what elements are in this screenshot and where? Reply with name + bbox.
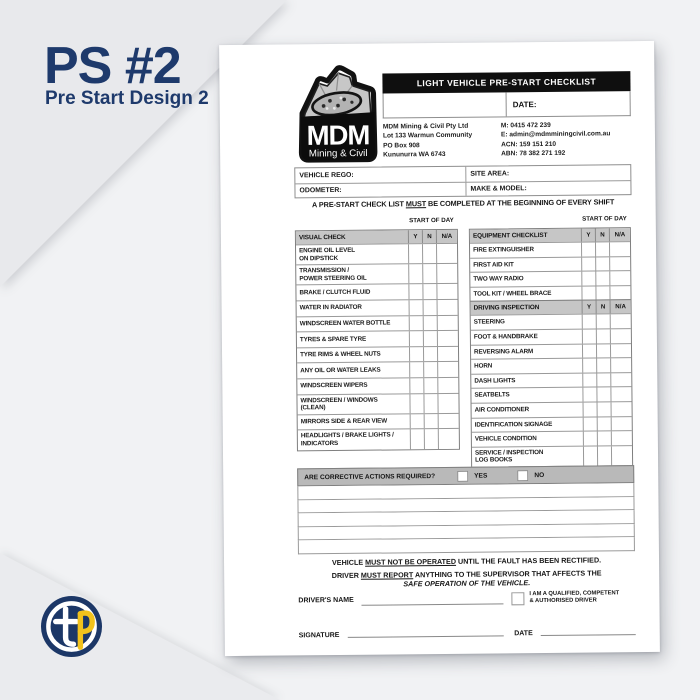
driver-name-row [298, 590, 635, 607]
checklist-item-label: TYRE RIMS & WHEEL NUTS [300, 350, 381, 359]
check-cell-na[interactable] [610, 344, 631, 358]
checklist-item-label: BRAKE / CLUTCH FLUID [299, 288, 371, 297]
check-cell-y[interactable] [582, 315, 596, 329]
blank-field[interactable] [384, 92, 506, 117]
checklist-item-label: TRANSMISSION / POWER STEERING OIL [299, 267, 367, 283]
check-cell-na[interactable] [611, 431, 632, 445]
check-cell-n[interactable] [422, 244, 436, 263]
checklist-row [471, 328, 631, 344]
check-cell-y[interactable] [409, 363, 423, 378]
company-address-line: Lot 133 Warmun Community [382, 132, 473, 140]
check-cell-na[interactable] [610, 358, 631, 372]
checklist-row [296, 243, 457, 265]
checklist-item-label: SERVICE / INSPECTION LOG BOOKS [474, 448, 544, 464]
checklist-item-label: HORN [474, 362, 493, 370]
checklist-item-label: REVERSING ALARM [473, 347, 534, 356]
checklist-item-label: WINDSCREEN WATER BOTTLE [299, 319, 391, 328]
checklist-row [297, 392, 458, 414]
driver-name-label: DRIVER'S NAME [298, 596, 354, 604]
mdm-logo-text: MDM [306, 119, 370, 151]
check-cell-na[interactable] [609, 271, 630, 285]
check-cell-na[interactable] [610, 315, 631, 329]
check-cell-y[interactable] [409, 331, 423, 346]
check-cell-na[interactable] [437, 331, 458, 346]
check-cell-n[interactable] [424, 429, 438, 448]
check-cell-y[interactable] [409, 378, 423, 393]
check-cell-y[interactable] [583, 432, 597, 446]
warning-statements: VEHICLE MUST NOT BE OPERATED UNTIL THE FAULT HAS BEEN RECTIFIED. DRIVER MUST REPORT ANYTHING TO THE SUPERVISOR THAT AFFECTS THE SAFE OPERATION OF THE VEHICLE. [331, 555, 602, 589]
checklist-row [296, 263, 457, 285]
signature-label: SIGNATURE [298, 631, 340, 640]
start-of-day-label-left: START OF DAY [409, 216, 454, 225]
design-title: PS #2 [44, 37, 181, 95]
checklist-item-label: VEHICLE CONDITION [474, 435, 537, 443]
date-row [383, 91, 631, 118]
check-cell-na[interactable] [438, 429, 459, 448]
qualified-driver-checkbox[interactable] [511, 592, 524, 605]
checklist-row [472, 430, 632, 446]
check-cell-n[interactable] [596, 329, 610, 343]
checklist-item-label: STEERING [473, 318, 505, 327]
date-field[interactable]: DATE: [506, 91, 630, 116]
check-cell-na[interactable] [436, 284, 457, 299]
checklist-row [471, 372, 631, 388]
check-cell-na[interactable] [438, 414, 459, 429]
check-cell-y[interactable] [409, 394, 423, 413]
design-subtitle: Pre Start Design 2 [45, 88, 209, 109]
check-cell-na[interactable] [437, 393, 458, 412]
check-cell-n[interactable] [423, 347, 437, 362]
company-details [383, 120, 635, 160]
check-cell-n[interactable] [595, 286, 609, 300]
prestart-statement: A PRE-START CHECK LIST MUST BE COMPLETED AT THE BEGINNING OF EVERY SHIFT [311, 197, 615, 210]
checklist-item-label: WINDSCREEN WIPERS [300, 382, 368, 390]
corrective-question: ARE CORRECTIVE ACTIONS REQUIRED? [304, 472, 436, 481]
check-cell-na[interactable] [610, 329, 631, 343]
corrective-writing-line[interactable] [298, 537, 635, 554]
check-cell-y[interactable] [410, 429, 424, 448]
check-cell-n[interactable] [596, 359, 610, 373]
checklist-row [297, 346, 458, 363]
company-contact-line: E: admin@mdmminingcivil.com.au [500, 130, 611, 139]
check-cell-na[interactable] [437, 362, 458, 377]
checklist-row [298, 413, 459, 430]
corrective-actions-section [297, 465, 635, 554]
checklist-item-label: FIRE EXTINGUISHER [473, 246, 534, 254]
check-cell-n[interactable] [597, 431, 611, 445]
check-cell-y[interactable] [581, 286, 595, 300]
checklist-item-label: MIRRORS SIDE & REAR VIEW [300, 417, 388, 426]
checklist-item-label: ENGINE OIL LEVEL ON DIPSTICK [299, 246, 356, 262]
mdm-mining-logo-icon [288, 62, 383, 167]
check-cell-n[interactable] [596, 388, 610, 402]
checklist-item-label: SEATBELTS [474, 391, 510, 400]
visual-check-table [295, 229, 460, 451]
company-contact-line: ACN: 159 151 210 [501, 140, 557, 149]
company-contact-line: ABN: 78 382 271 192 [501, 150, 566, 158]
check-cell-n[interactable] [597, 402, 611, 416]
check-cell-y[interactable] [581, 257, 595, 271]
checklist-row [297, 314, 458, 331]
check-cell-y[interactable] [582, 359, 596, 373]
checklist-row [471, 314, 631, 330]
check-cell-y[interactable] [583, 446, 597, 465]
check-cell-y[interactable] [409, 347, 423, 362]
checklist-item-label: HEADLIGHTS / BRAKE LIGHTS / INDICATORS [300, 431, 394, 448]
company-contact-line: M: 0415 472 239 [500, 121, 551, 130]
signature-line[interactable] [347, 625, 504, 638]
check-cell-n[interactable] [423, 394, 437, 413]
yes-checkbox[interactable] [457, 470, 468, 481]
visual-check-header: VISUAL CHECK Y N N/A [296, 230, 457, 245]
checklist-item-label: WATER IN RADIATOR [299, 304, 362, 312]
check-cell-y[interactable] [583, 402, 597, 416]
checklist-item-label: ANY OIL OR WATER LEAKS [300, 366, 381, 375]
check-cell-y[interactable] [581, 243, 595, 257]
check-cell-y[interactable] [581, 272, 595, 286]
check-cell-y[interactable] [409, 316, 423, 331]
check-cell-na[interactable] [609, 257, 630, 271]
check-cell-n[interactable] [423, 316, 437, 331]
check-cell-n[interactable] [424, 414, 438, 429]
check-cell-na[interactable] [436, 264, 457, 283]
checklist-row [296, 283, 457, 300]
checklist-item-label: FOOT & HANDBRAKE [473, 333, 538, 341]
check-cell-na[interactable] [611, 402, 632, 416]
checklist-item-label: TWO WAY RADIO [473, 275, 524, 283]
driver-name-line[interactable] [362, 593, 504, 605]
check-cell-na[interactable] [610, 388, 631, 402]
checklist-row [471, 343, 631, 359]
check-cell-n[interactable] [422, 264, 436, 283]
driving-inspection-header: DRIVING INSPECTION Y N N/A [471, 300, 631, 316]
checklist-row [297, 377, 458, 394]
check-cell-na[interactable] [611, 446, 632, 465]
checklist-row [472, 416, 632, 432]
check-cell-y[interactable] [582, 373, 596, 387]
equipment-header: EQUIPMENT CHECKLIST Y N N/A [470, 228, 630, 243]
checklist-row [470, 256, 630, 272]
check-cell-y[interactable] [408, 264, 422, 283]
tp-print-logo-icon [40, 595, 103, 658]
check-cell-y[interactable] [409, 300, 423, 315]
check-cell-y[interactable] [583, 417, 597, 431]
checklist-row [297, 299, 458, 316]
checklist-row [298, 428, 459, 450]
checklist-row [470, 241, 630, 257]
check-cell-n[interactable] [596, 373, 610, 387]
checklist-row [470, 270, 630, 286]
check-cell-n[interactable] [596, 344, 610, 358]
checklist-item-label: FIRST AID KIT [473, 260, 514, 269]
checklist-item-label: IDENTIFICATION SIGNAGE [474, 420, 553, 429]
check-cell-na[interactable] [437, 315, 458, 330]
make-model-field[interactable]: MAKE & MODEL: [465, 180, 630, 196]
equipment-driving-table [469, 227, 633, 467]
checklist-form-page [219, 41, 660, 656]
date-line[interactable] [541, 624, 636, 636]
company-name: MDM Mining & Civil Pty Ltd [382, 122, 469, 131]
no-checkbox[interactable] [517, 470, 528, 481]
check-cell-n[interactable] [595, 257, 609, 271]
yes-label: YES [474, 472, 488, 480]
check-cell-y[interactable] [408, 244, 422, 263]
date-label: DATE [514, 630, 533, 638]
check-cell-n[interactable] [423, 362, 437, 377]
checklist-item-label: WINDSCREEN / WINDOWS (CLEAN) [300, 396, 378, 412]
check-cell-na[interactable] [611, 417, 632, 431]
checklist-row [472, 445, 632, 467]
odometer-field[interactable]: ODOMETER: [295, 181, 465, 197]
site-area-field[interactable]: SITE AREA: [465, 165, 630, 181]
check-cell-n[interactable] [596, 315, 610, 329]
check-cell-na[interactable] [437, 347, 458, 362]
check-cell-n[interactable] [597, 417, 611, 431]
checklist-row [471, 387, 631, 403]
check-cell-na[interactable] [609, 242, 630, 256]
check-cell-n[interactable] [423, 300, 437, 315]
check-cell-y[interactable] [582, 388, 596, 402]
check-cell-n[interactable] [423, 331, 437, 346]
checklist-row [297, 330, 458, 347]
check-cell-n[interactable] [422, 284, 436, 299]
checklist-item-label: TOOL KIT / WHEEL BRACE [473, 289, 552, 298]
check-cell-na[interactable] [436, 244, 457, 263]
check-cell-y[interactable] [410, 414, 424, 429]
check-cell-na[interactable] [609, 286, 630, 300]
checklist-item-label: DASH LIGHTS [474, 377, 516, 385]
vehicle-rego-field[interactable]: VEHICLE REGO: [299, 171, 354, 180]
check-cell-y[interactable] [582, 344, 596, 358]
check-cell-n[interactable] [597, 446, 611, 465]
checklist-item-label: AIR CONDITIONER [474, 406, 530, 414]
qualified-driver-label: I AM A QUALIFIED, COMPETENT & AUTHORISED DRIVER [529, 590, 620, 605]
company-address-line: PO Box 908 [383, 141, 420, 150]
check-cell-y[interactable] [408, 285, 422, 300]
check-cell-n[interactable] [595, 272, 609, 286]
mdm-logo-tagline: Mining & Civil [308, 147, 368, 160]
checklist-row [470, 285, 630, 301]
checklist-row [472, 401, 632, 417]
check-cell-n[interactable] [595, 242, 609, 256]
checklist-row [297, 361, 458, 378]
check-cell-na[interactable] [437, 378, 458, 393]
signature-row [299, 624, 636, 639]
vehicle-info-table [294, 164, 631, 198]
check-cell-na[interactable] [437, 300, 458, 315]
company-address-line: Kununurra WA 6743 [383, 151, 446, 159]
check-cell-y[interactable] [582, 329, 596, 343]
checklist-item-label: TYRES & SPARE TYRE [299, 335, 367, 343]
checklist-row [471, 357, 631, 373]
start-of-day-label-right: START OF DAY [582, 215, 627, 223]
check-cell-n[interactable] [423, 378, 437, 393]
form-title: LIGHT VEHICLE PRE-START CHECKLIST [382, 71, 630, 93]
form-header [382, 71, 630, 118]
check-cell-na[interactable] [610, 373, 631, 387]
no-label: NO [534, 471, 545, 479]
